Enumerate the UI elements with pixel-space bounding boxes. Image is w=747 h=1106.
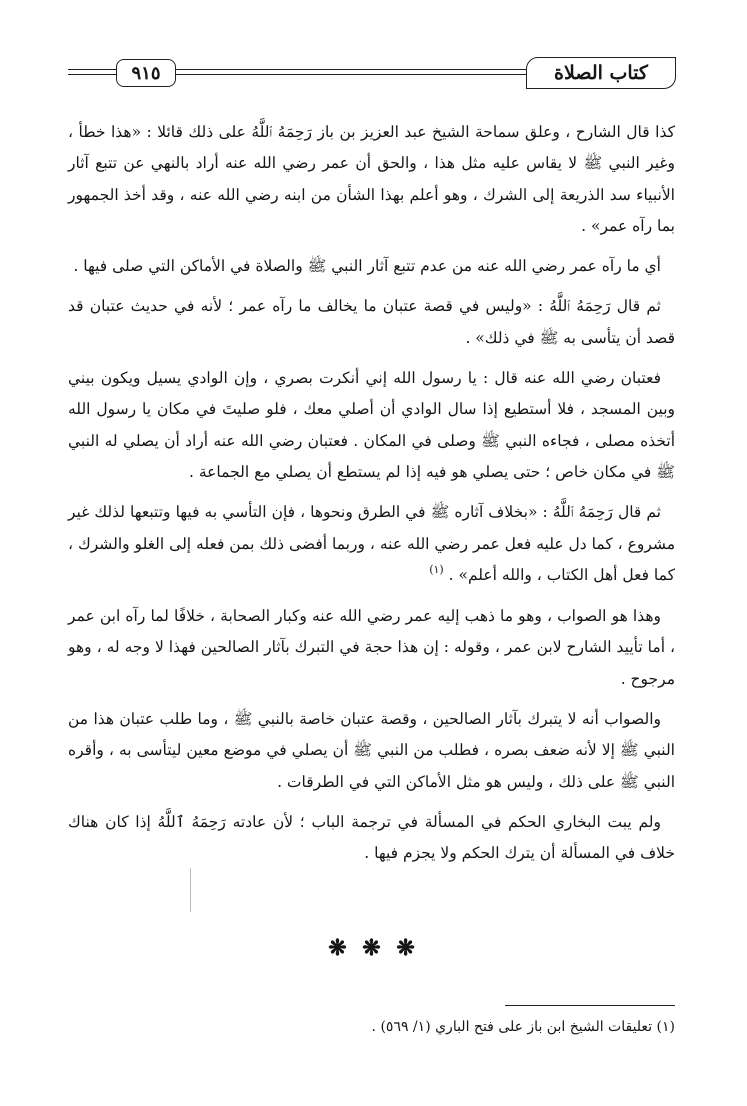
paragraph: كذا قال الشارح ، وعلق سماحة الشيخ عبد العزيز بن باز رَحِمَهُ ٱللَّهُ على ذلك قائلا : «هذا خطأ ، وغير النبي ﷺ لا يقاس عليه مثل هذا ، والحق أن عمر رضي الله عنه أراد بالنهي عن تتبع آثار الأنبياء سد الذريعة إلى الشرك ، وهو أعلم بهذا الشأن من ابنه رضي الله عنه ، وقد أخذ الجمهور بما رآه عمر» . <box>68 123 675 235</box>
paragraph-with-footnote <box>68 497 675 592</box>
page-number: ٩١٥ <box>116 59 176 87</box>
footnote: (١) تعليقات الشيخ ابن باز على فتح الباري (١/ ٥٦٩) . <box>371 1019 675 1035</box>
paragraph: والصواب أنه لا يتبرك بآثار الصالحين ، وقصة عتبان خاصة بالنبي ﷺ ، وما طلب عتبان هذا من النبي ﷺ إلا لأنه ضعف بصره ، فطلب من النبي ﷺ أن يصلي في موضع معين ليتأسى به ، وأقره النبي ﷺ على ذلك ، وليس هو مثل الأماكن التي في الطرقات . <box>68 710 675 791</box>
paragraph: ولم يبت البخاري الحكم في المسألة في ترجمة الباب ؛ لأن عادته رَحِمَهُ ٱللَّهُ إذا كان هناك خلاف في المسألة أن يترك الحكم ولا يجزم فيها . <box>68 812 675 863</box>
footnote-divider <box>505 1005 675 1006</box>
section-separator: ❋ ❋ ❋ <box>328 935 419 961</box>
paragraph: وهذا هو الصواب ، وهو ما ذهب إليه عمر رضي الله عنه وكبار الصحابة ، خلافًا لما رآه ابن عمر ، أما تأييد الشارح لابن عمر ، وقوله : إن هذا حجة في التبرك بآثار الصالحين فهذا لا وجه له ، وهو مرجوح . <box>68 607 675 688</box>
paragraph: أي ما رآه عمر رضي الله عنه من عدم تتبع آثار النبي ﷺ والصلاة في الأماكن التي صلى فيها . <box>73 257 661 276</box>
footnote-reference[interactable]: (١) <box>429 562 444 576</box>
chapter-title: كتاب الصلاة <box>526 57 676 89</box>
paragraph-text: ثم قال رَحِمَهُ ٱللَّهُ : «بخلاف آثاره ﷺ في الطرق ونحوها ، فإن التأسي به فيها وتتبعها لذلك غير مشروع ، كما دل عليه فعل عمر رضي الله عنه ، وربما أفضى ذلك بمن فعله إلى الغلو والشرك ، كما فعل أهل الكتاب ، والله أعلم» . <box>68 503 675 584</box>
paragraph: فعتبان رضي الله عنه قال : يا رسول الله إني أنكرت بصري ، وإن الوادي يسيل ويكون بيني وبين المسجد ، فلا أستطيع إذا سال الوادي أن أصلي معك ، فلو صليتَ في مكان يا رسول الله أتخذه مصلى ، فجاءه النبي ﷺ وصلى في المكان . فعتبان رضي الله عنه أراد أن يصلي له النبي ﷺ في مكان خاص ؛ حتى يصلي هو فيه إذا لم يستطع أن يصلي مع الجماعة . <box>68 369 675 481</box>
page-header <box>68 55 676 93</box>
main-text <box>68 117 675 870</box>
paragraph: ثم قال رَحِمَهُ ٱللَّهُ : «وليس في قصة عتبان ما يخالف ما رآه عمر ؛ لأنه في حديث عتبان قد قصد أن يتأسى به ﷺ في ذلك» . <box>68 297 675 347</box>
scan-mark <box>190 868 191 912</box>
